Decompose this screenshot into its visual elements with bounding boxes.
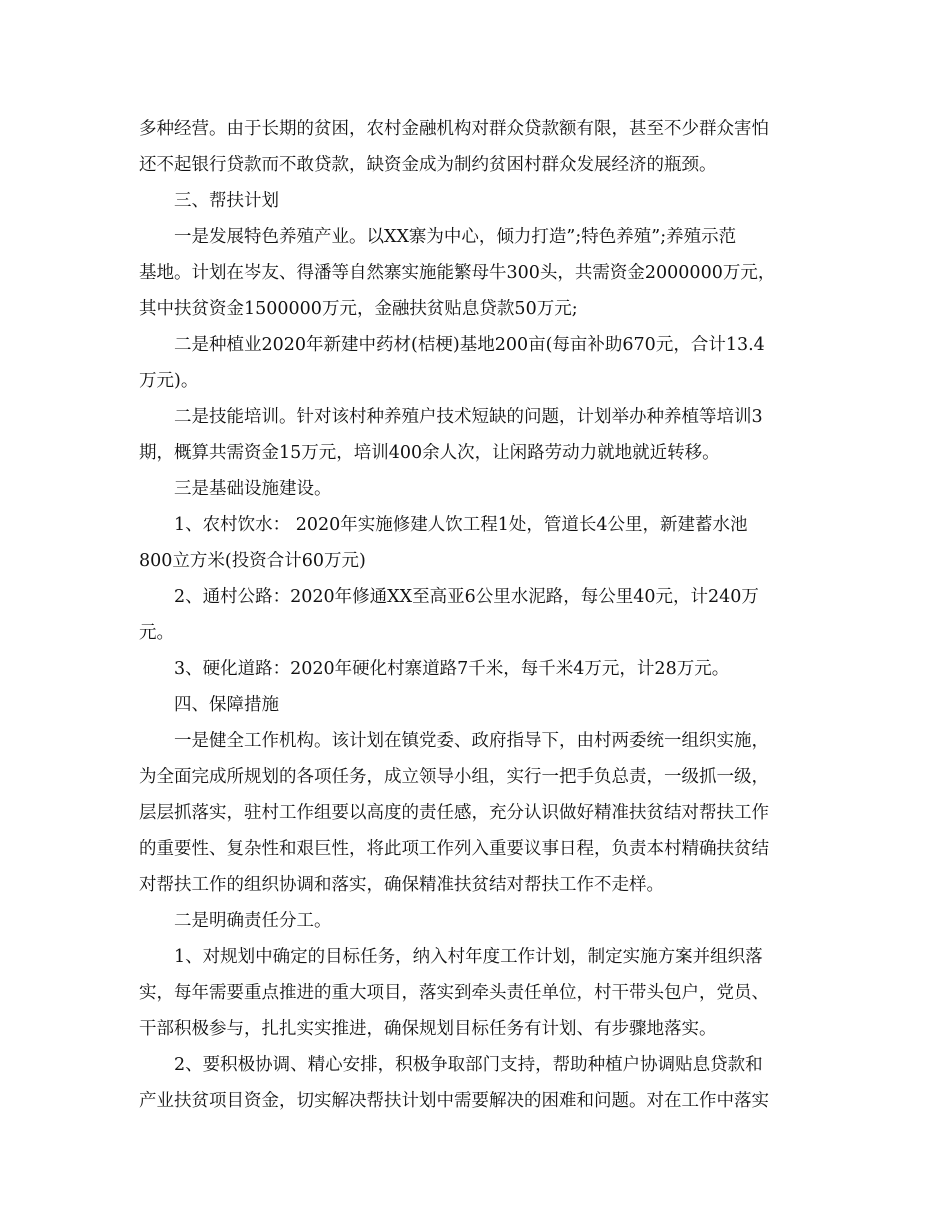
paragraph-start: 1、农村饮水： 2020年实施修建人饮工程1处，管道长4公里，新建蓄水池 (174, 515, 748, 535)
body-line: 基地。计划在岑友、得潘等自然寨实施能繁母牛300头，共需资金2000000万元， (139, 263, 776, 283)
paragraph-start: 2、通村公路：2020年修通XX至高亚6公里水泥路，每公里40元，计240万 (174, 587, 759, 607)
body-line: 实，每年需要重点推进的重大项目，落实到牵头责任单位，村干带头包户，党员、 (139, 983, 769, 1003)
body-line: 元。 (139, 623, 174, 643)
body-line: 其中扶贫资金1500000万元，金融扶贫贴息贷款50万元; (139, 299, 578, 319)
paragraph-start: 二是明确责任分工。 (174, 911, 332, 931)
paragraph-start: 3、硬化道路：2020年硬化村寨道路7千米，每千米4万元，计28万元。 (174, 659, 730, 679)
paragraph-start: 三是基础设施建设。 (174, 479, 332, 499)
paragraph-start: 1、对规划中确定的目标任务，纳入村年度工作计划，制定实施方案并组织落 (174, 947, 763, 967)
section-heading-safeguards: 四、保障措施 (174, 695, 279, 715)
body-line: 800立方米(投资合计60万元) (139, 551, 366, 571)
body-line: 期，概算共需资金15万元，培训400余人次，让闲路劳动力就地就近转移。 (139, 443, 720, 463)
body-line: 层层抓落实，驻村工作组要以高度的责任感，充分认识做好精准扶贫结对帮扶工作 (139, 803, 769, 823)
body-line: 为全面完成所规划的各项任务，成立领导小组，实行一把手负总责，一级抓一级， (139, 767, 769, 787)
body-line: 对帮扶工作的组织协调和落实，确保精准扶贫结对帮扶工作不走样。 (139, 875, 664, 895)
paragraph-start: 二是种植业2020年新建中药材(桔梗)基地200亩(每亩补助670元，合计13.4 (174, 335, 765, 355)
body-line: 万元)。 (139, 371, 199, 391)
paragraph-start: 一是健全工作机构。该计划在镇党委、政府指导下，由村两委统一组织实施， (174, 731, 769, 751)
body-line: 干部积极参与，扎扎实实推进，确保规划目标任务有计划、有步骤地落实。 (139, 1019, 717, 1039)
body-line: 产业扶贫项目资金，切实解决帮扶计划中需要解决的困难和问题。对在工作中落实 (139, 1091, 769, 1111)
section-heading-help-plan: 三、帮扶计划 (174, 191, 279, 211)
body-line: 还不起银行贷款而不敢贷款，缺资金成为制约贫困村群众发展经济的瓶颈。 (139, 155, 717, 175)
body-line: 多种经营。由于长期的贫困，农村金融机构对群众贷款额有限，甚至不少群众害怕 (139, 119, 769, 139)
paragraph-start: 一是发展特色养殖产业。以XX寨为中心，倾力打造”;特色养殖”;养殖示范 (174, 227, 737, 247)
paragraph-start: 2、要积极协调、精心安排，积极争取部门支持，帮助种植户协调贴息贷款和 (174, 1055, 763, 1075)
paragraph-start: 二是技能培训。针对该村种养殖户技术短缺的问题，计划举办种养植等培训3 (174, 407, 763, 427)
body-line: 的重要性、复杂性和艰巨性，将此项工作列入重要议事日程，负责本村精确扶贫结 (139, 839, 769, 859)
